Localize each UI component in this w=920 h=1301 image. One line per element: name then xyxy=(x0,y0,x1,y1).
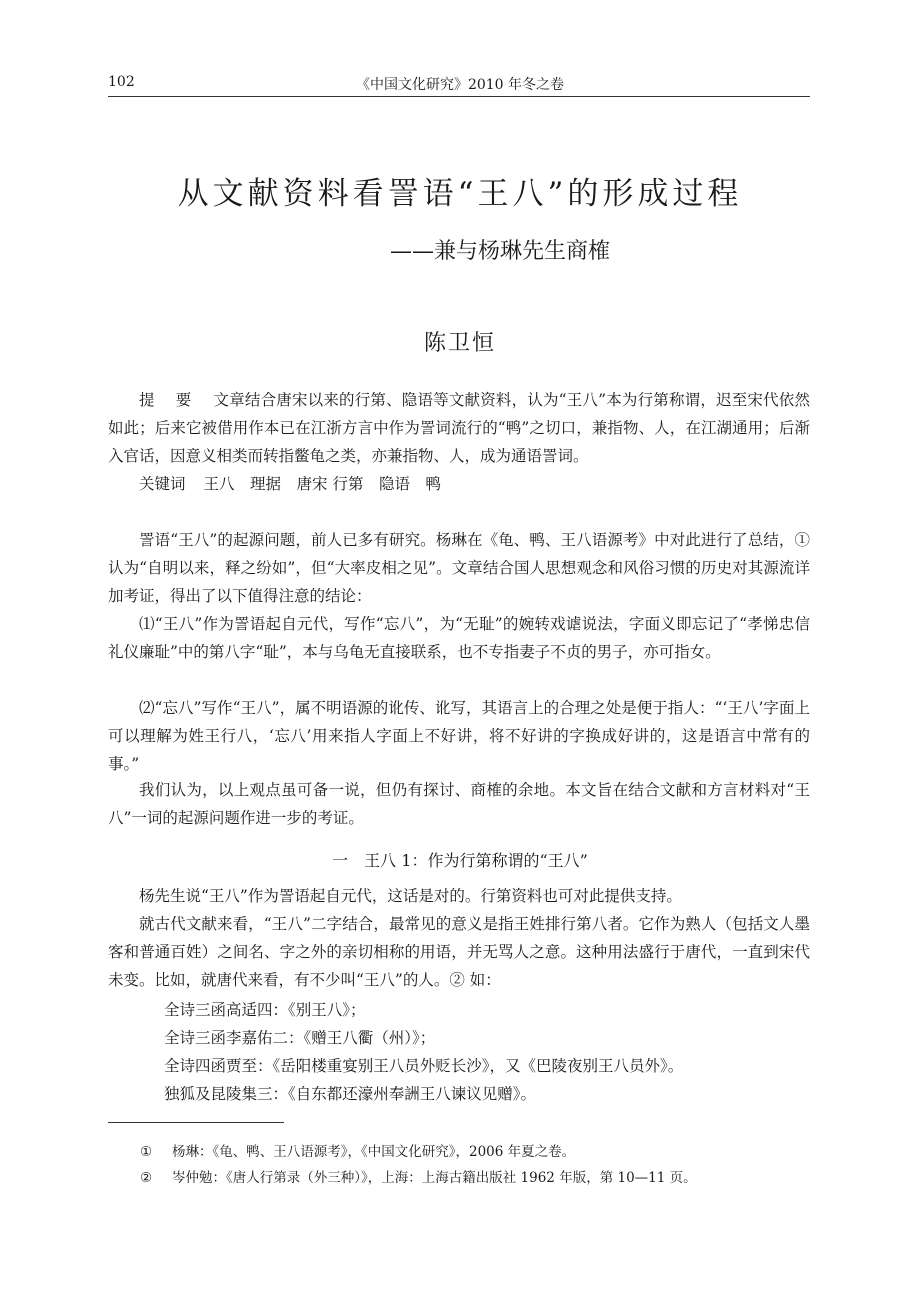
body-paragraph-3: ⑵“忘八”写作“王八”，属不明语源的讹传、讹写，其语言上的合理之处是便于指人：“‘王八’字面上可以理解为姓王行八，‘忘八’用来指人字面上不好讲，将不好讲的字换成好讲的，这是语言中常有的事。” xyxy=(108,699,810,773)
quote-line-3: 全诗四函贾至：《岳阳楼重宴别王八员外贬长沙》，又《巴陵夜别王八员外》。 xyxy=(164,1057,684,1075)
keywords xyxy=(108,470,810,498)
body-paragraph-4: 我们认为，以上观点虽可备一说，但仍有探讨、商榷的余地。本文旨在结合文献和方言材料对“王八”一词的起源问题作进一步的考证。 xyxy=(108,781,810,827)
body-paragraph-5: 杨先生说“王八”作为詈语起自元代，这话是对的。行第资料也可对此提供支持。 xyxy=(139,887,682,905)
footnote-rule xyxy=(108,1122,284,1123)
keywords-label: 关键词 xyxy=(139,475,186,493)
footnote-mark: ① xyxy=(140,1144,153,1160)
quote-line-2: 全诗三函李嘉佑二：《赠王八衢（州）》； xyxy=(164,1029,436,1047)
footnote-text: 杨琳：《龟、鸭、王八语源考》，《中国文化研究》，2006 年夏之卷。 xyxy=(172,1144,576,1160)
body-paragraph-6: 就古代文献来看，“王八”二字结合，最常见的意义是指王姓排行第八者。它作为熟人（包括文人墨客和普通百姓）之间名、字之外的亲切相称的用语，并无骂人之意。这种用法盛行于唐代，一直到宋代未变。比如，就唐代来看，有不少叫“王八”的人。② 如： xyxy=(108,915,810,989)
footnote-text: 岑仲勉：《唐人行第录（外三种）》，上海：上海古籍出版社 1962 年版，第 10—11 页。 xyxy=(172,1170,697,1186)
footnote-2 xyxy=(140,1166,820,1191)
keywords-text: 王八 理据 唐宋 行第 隐语 鸭 xyxy=(203,475,441,493)
page-number: 102 xyxy=(108,74,135,90)
body-paragraph-1: 詈语“王八”的起源问题，前人已多有研究。杨琳在《龟、鸭、王八语源考》中对此进行了总结，①认为“自明以来，释之纷如”，但“大率皮相之见”。文章结合国人思想观念和风俗习惯的历史对其源流详加考证，得出了以下值得注意的结论： xyxy=(108,531,810,605)
article-subtitle: ——兼与杨琳先生商榷 xyxy=(389,239,610,264)
body-paragraph-2: ⑴“王八”作为詈语起自元代，写作“忘八”，为“无耻”的婉转戏谑说法，字面义即忘记了“孝悌忠信礼仪廉耻”中的第八字“耻”，本与乌龟无直接联系，也不专指妻子不贞的男子，亦可指女。 xyxy=(108,615,810,661)
abstract-text: 文章结合唐宋以来的行第、隐语等文献资料，认为“王八”本为行第称谓，迟至宋代依然如此；后来它被借用作本已在江浙方言中作为詈词流行的“鸭”之切口，兼指物、人，在江湖通用；后渐入官话，因意义相类而转指鳖龟之类，亦兼指物、人，成为通语詈词。 xyxy=(108,391,810,465)
article-author: 陈卫恒 xyxy=(423,331,496,356)
quote-line-4: 独狐及昆陵集三：《自东都还濠州奉詶王八谏议见赠》。 xyxy=(164,1085,537,1103)
footnote-1 xyxy=(140,1140,820,1165)
section-heading: 一 王八 1：作为行第称谓的“王八” xyxy=(332,851,588,870)
header-rule xyxy=(108,96,810,97)
footnote-mark: ② xyxy=(140,1170,153,1186)
abstract xyxy=(108,386,810,470)
abstract-label: 提 要 xyxy=(139,391,200,409)
quote-line-1: 全诗三函高适四：《别王八》； xyxy=(164,1001,366,1019)
article-title: 从文献资料看詈语“王八”的形成过程 xyxy=(177,176,743,212)
running-header: 《中国文化研究》2010 年冬之卷 xyxy=(355,77,565,93)
